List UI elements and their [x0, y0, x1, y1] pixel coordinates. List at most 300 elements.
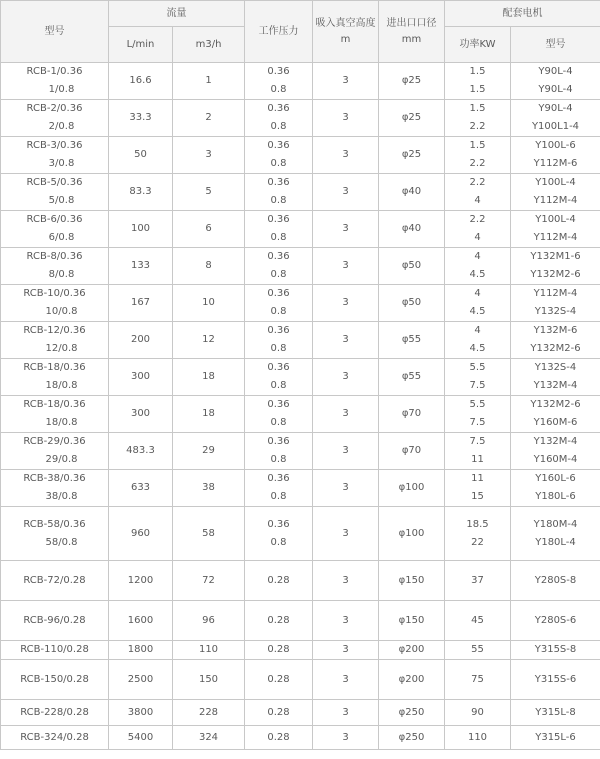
flow-lmin-cell: 1200	[109, 561, 173, 601]
suction-cell: 3	[313, 248, 379, 285]
cell-line: 5/0.8	[48, 195, 75, 206]
model-cell	[1, 137, 109, 174]
cell-line: 11	[471, 454, 484, 465]
suction-cell: 3	[313, 174, 379, 211]
suction-cell: 3	[313, 641, 379, 660]
pressure-cell	[245, 700, 313, 726]
cell-line: 10/0.8	[45, 306, 78, 317]
port-cell: φ100	[379, 507, 445, 561]
cell-line: Y112M-6	[533, 158, 578, 169]
flow-m3h-cell: 72	[173, 561, 245, 601]
cell-line: 0.8	[270, 343, 287, 354]
port-cell: φ70	[379, 396, 445, 433]
pressure-cell	[245, 137, 313, 174]
power-cell	[445, 601, 511, 641]
table-row	[1, 63, 600, 100]
pressure-cell	[245, 63, 313, 100]
cell-line: RCB-228/0.28	[20, 706, 89, 718]
cell-line: 0.36	[267, 66, 290, 77]
cell-line: RCB-110/0.28	[20, 644, 89, 655]
cell-line: 0.8	[270, 84, 287, 95]
cell-line: 5.5	[469, 399, 486, 410]
cell-line: RCB-150/0.28	[20, 673, 89, 685]
cell-line: Y132S-4	[534, 306, 577, 317]
suction-cell: 3	[313, 63, 379, 100]
power-cell	[445, 660, 511, 700]
motor-model-cell	[511, 63, 600, 100]
power-cell	[445, 174, 511, 211]
table-row	[1, 248, 600, 285]
cell-line: RCB-18/0.36	[23, 399, 86, 410]
flow-lmin-cell: 33.3	[109, 100, 173, 137]
motor-model-cell	[511, 174, 600, 211]
table-row	[1, 137, 600, 174]
flow-lmin-cell: 1600	[109, 601, 173, 641]
motor-model-cell	[511, 211, 600, 248]
port-cell: φ55	[379, 359, 445, 396]
flow-m3h-cell: 6	[173, 211, 245, 248]
table-row	[1, 285, 600, 322]
port-cell: φ25	[379, 100, 445, 137]
port-cell: φ70	[379, 433, 445, 470]
suction-cell: 3	[313, 285, 379, 322]
cell-line: 0.8	[270, 536, 287, 548]
cell-line: 18.5	[466, 518, 489, 530]
power-cell	[445, 322, 511, 359]
cell-line: 0.36	[267, 473, 290, 484]
cell-line: 0.8	[270, 380, 287, 391]
cell-line: RCB-2/0.36	[26, 103, 83, 114]
motor-model-cell	[511, 359, 600, 396]
cell-line: RCB-5/0.36	[26, 177, 83, 188]
cell-line: Y90L-4	[538, 66, 573, 77]
pressure-cell	[245, 100, 313, 137]
motor-model-cell	[511, 100, 600, 137]
model-cell	[1, 285, 109, 322]
cell-line: Y160M-4	[533, 454, 578, 465]
flow-m3h-cell: 18	[173, 359, 245, 396]
motor-model-cell	[511, 561, 600, 601]
flow-lmin-cell: 300	[109, 396, 173, 433]
flow-lmin-cell: 300	[109, 359, 173, 396]
model-cell	[1, 470, 109, 507]
port-cell: φ55	[379, 322, 445, 359]
suction-cell: 3	[313, 100, 379, 137]
cell-line: 45	[471, 614, 484, 626]
cell-line: 0.36	[267, 140, 290, 151]
suction-cell: 3	[313, 359, 379, 396]
pressure-cell	[245, 726, 313, 750]
flow-m3h-cell: 2	[173, 100, 245, 137]
port-cell: φ25	[379, 63, 445, 100]
cell-line: 0.8	[270, 121, 287, 132]
cell-line: Y132M2-6	[530, 269, 581, 280]
pressure-cell	[245, 211, 313, 248]
cell-line: RCB-10/0.36	[23, 288, 86, 299]
cell-line: 0.28	[267, 574, 290, 586]
cell-line: 7.5	[469, 417, 486, 428]
flow-lmin-cell: 3800	[109, 700, 173, 726]
port-cell: φ50	[379, 285, 445, 322]
flow-lmin-cell: 5400	[109, 726, 173, 750]
table-row	[1, 211, 600, 248]
flow-m3h-cell: 110	[173, 641, 245, 660]
port-cell: φ40	[379, 174, 445, 211]
power-cell	[445, 433, 511, 470]
cell-line: 7.5	[469, 380, 486, 391]
power-cell	[445, 248, 511, 285]
cell-line: Y180L-4	[535, 536, 576, 548]
flow-m3h-cell: 3	[173, 137, 245, 174]
cell-line: Y112M-4	[533, 288, 578, 299]
cell-line: 29/0.8	[45, 454, 78, 465]
cell-line: 3/0.8	[48, 158, 75, 169]
table-row	[1, 700, 600, 726]
cell-line: RCB-72/0.28	[23, 574, 86, 586]
cell-line: 1/0.8	[48, 84, 75, 95]
cell-line: 4	[474, 232, 481, 243]
power-cell	[445, 63, 511, 100]
pressure-cell	[245, 433, 313, 470]
cell-line: 0.28	[267, 673, 290, 685]
power-cell	[445, 137, 511, 174]
cell-line: 0.28	[267, 644, 290, 655]
port-cell: φ200	[379, 660, 445, 700]
motor-model-cell	[511, 248, 600, 285]
flow-lmin-cell: 16.6	[109, 63, 173, 100]
cell-line: 2.2	[469, 158, 486, 169]
table-row	[1, 322, 600, 359]
port-cell: φ150	[379, 561, 445, 601]
cell-line: Y112M-4	[533, 232, 578, 243]
cell-line: 4.5	[469, 343, 486, 354]
cell-line: 1.5	[469, 84, 486, 95]
cell-line: 55	[471, 644, 484, 655]
cell-line: 1.5	[469, 66, 486, 77]
motor-model-cell	[511, 507, 600, 561]
cell-line: 0.8	[270, 454, 287, 465]
cell-line: RCB-12/0.36	[23, 325, 86, 336]
flow-m3h-cell: 96	[173, 601, 245, 641]
cell-line: Y90L-4	[538, 84, 573, 95]
suction-cell: 3	[313, 433, 379, 470]
header-flow-m3h: m3/h	[173, 27, 245, 63]
cell-line: 38/0.8	[45, 491, 78, 502]
flow-lmin-cell: 133	[109, 248, 173, 285]
cell-line: 4	[474, 288, 481, 299]
port-cell: φ100	[379, 470, 445, 507]
cell-line: Y180M-4	[533, 518, 578, 530]
flow-lmin-cell: 50	[109, 137, 173, 174]
table-row	[1, 396, 600, 433]
motor-model-cell	[511, 285, 600, 322]
flow-m3h-cell: 5	[173, 174, 245, 211]
pressure-cell	[245, 322, 313, 359]
cell-line: Y132M2-6	[530, 399, 581, 410]
flow-m3h-cell: 324	[173, 726, 245, 750]
pressure-cell	[245, 561, 313, 601]
suction-cell: 3	[313, 137, 379, 174]
cell-line: 1.5	[469, 140, 486, 151]
cell-line: 4	[474, 251, 481, 262]
cell-line: 11	[471, 473, 484, 484]
pressure-cell	[245, 359, 313, 396]
cell-line: Y280S-6	[534, 614, 577, 626]
cell-line: 37	[471, 574, 484, 586]
port-cell: φ250	[379, 726, 445, 750]
suction-cell: 3	[313, 470, 379, 507]
model-cell	[1, 396, 109, 433]
suction-cell: 3	[313, 660, 379, 700]
model-cell	[1, 100, 109, 137]
power-cell	[445, 396, 511, 433]
cell-line: 0.8	[270, 195, 287, 206]
header-power: 功率KW	[445, 27, 511, 63]
cell-line: 15	[471, 491, 484, 502]
model-cell	[1, 359, 109, 396]
cell-line: Y132M2-6	[530, 343, 581, 354]
cell-line: Y315L-6	[535, 731, 576, 743]
cell-line: RCB-38/0.36	[23, 473, 86, 484]
cell-line: 6/0.8	[48, 232, 75, 243]
power-cell	[445, 285, 511, 322]
cell-line: 0.8	[270, 158, 287, 169]
header-port: 进出口口径mm	[379, 1, 445, 63]
table-row	[1, 433, 600, 470]
flow-lmin-cell: 100	[109, 211, 173, 248]
power-cell	[445, 100, 511, 137]
cell-line: 18/0.8	[45, 380, 78, 391]
pressure-cell	[245, 641, 313, 660]
table-row	[1, 100, 600, 137]
cell-line: 4	[474, 195, 481, 206]
power-cell	[445, 561, 511, 601]
flow-m3h-cell: 18	[173, 396, 245, 433]
cell-line: 0.8	[270, 417, 287, 428]
cell-line: 2.2	[469, 177, 486, 188]
cell-line: RCB-324/0.28	[20, 731, 89, 743]
suction-cell: 3	[313, 561, 379, 601]
flow-m3h-cell: 1	[173, 63, 245, 100]
header-motor: 配套电机	[445, 1, 600, 27]
cell-line: Y315L-8	[535, 706, 576, 718]
motor-model-cell	[511, 322, 600, 359]
cell-line: 0.36	[267, 177, 290, 188]
cell-line: 8/0.8	[48, 269, 75, 280]
suction-cell: 3	[313, 322, 379, 359]
model-cell	[1, 322, 109, 359]
port-cell: φ250	[379, 700, 445, 726]
flow-lmin-cell: 633	[109, 470, 173, 507]
cell-line: Y112M-4	[533, 195, 578, 206]
model-cell	[1, 660, 109, 700]
table-row	[1, 660, 600, 700]
flow-lmin-cell: 2500	[109, 660, 173, 700]
cell-line: 12/0.8	[45, 343, 78, 354]
cell-line: Y132M-6	[533, 325, 578, 336]
flow-lmin-cell: 200	[109, 322, 173, 359]
flow-lmin-cell: 483.3	[109, 433, 173, 470]
table-row	[1, 359, 600, 396]
cell-line: 0.36	[267, 251, 290, 262]
port-cell: φ50	[379, 248, 445, 285]
cell-line: Y100L-4	[535, 177, 576, 188]
table-row	[1, 601, 600, 641]
flow-lmin-cell: 167	[109, 285, 173, 322]
flow-m3h-cell: 29	[173, 433, 245, 470]
pressure-cell	[245, 396, 313, 433]
cell-line: Y315S-8	[534, 644, 577, 655]
cell-line: 0.28	[267, 706, 290, 718]
flow-m3h-cell: 10	[173, 285, 245, 322]
flow-m3h-cell: 12	[173, 322, 245, 359]
cell-line: 58/0.8	[45, 536, 78, 548]
cell-line: 0.8	[270, 232, 287, 243]
port-cell: φ25	[379, 137, 445, 174]
model-cell	[1, 641, 109, 660]
power-cell	[445, 700, 511, 726]
model-cell	[1, 174, 109, 211]
cell-line: 5.5	[469, 362, 486, 373]
power-cell	[445, 470, 511, 507]
cell-line: Y100L1-4	[531, 121, 580, 132]
cell-line: 0.36	[267, 214, 290, 225]
cell-line: 0.8	[270, 269, 287, 280]
cell-line: RCB-18/0.36	[23, 362, 86, 373]
table-row	[1, 561, 600, 601]
cell-line: RCB-96/0.28	[23, 614, 86, 626]
motor-model-cell	[511, 433, 600, 470]
suction-cell: 3	[313, 726, 379, 750]
pressure-cell	[245, 174, 313, 211]
cell-line: 2.2	[469, 214, 486, 225]
cell-line: Y280S-8	[534, 574, 577, 586]
cell-line: 75	[471, 673, 484, 685]
cell-line: RCB-29/0.36	[23, 436, 86, 447]
cell-line: RCB-8/0.36	[26, 251, 83, 262]
cell-line: 0.36	[267, 103, 290, 114]
cell-line: 4	[474, 325, 481, 336]
flow-m3h-cell: 150	[173, 660, 245, 700]
cell-line: Y160L-6	[535, 473, 576, 484]
power-cell	[445, 726, 511, 750]
cell-line: 0.36	[267, 518, 290, 530]
cell-line: 7.5	[469, 436, 486, 447]
header-pressure: 工作压力	[245, 1, 313, 63]
motor-model-cell	[511, 726, 600, 750]
cell-line: 4.5	[469, 306, 486, 317]
model-cell	[1, 601, 109, 641]
port-cell: φ40	[379, 211, 445, 248]
cell-line: Y315S-6	[534, 673, 577, 685]
cell-line: RCB-58/0.36	[23, 518, 86, 530]
model-cell	[1, 561, 109, 601]
cell-line: 1.5	[469, 103, 486, 114]
cell-line: 18/0.8	[45, 417, 78, 428]
cell-line: Y160M-6	[533, 417, 578, 428]
flow-lmin-cell: 83.3	[109, 174, 173, 211]
flow-lmin-cell: 1800	[109, 641, 173, 660]
motor-model-cell	[511, 137, 600, 174]
pressure-cell	[245, 507, 313, 561]
flow-m3h-cell: 58	[173, 507, 245, 561]
cell-line: Y100L-6	[535, 140, 576, 151]
motor-model-cell	[511, 660, 600, 700]
port-cell: φ200	[379, 641, 445, 660]
cell-line: 2/0.8	[48, 121, 75, 132]
cell-line: 0.8	[270, 491, 287, 502]
cell-line: 4.5	[469, 269, 486, 280]
suction-cell: 3	[313, 601, 379, 641]
pressure-cell	[245, 470, 313, 507]
cell-line: Y90L-4	[538, 103, 573, 114]
cell-line: Y132S-4	[534, 362, 577, 373]
pressure-cell	[245, 601, 313, 641]
cell-line: 90	[471, 706, 484, 718]
motor-model-cell	[511, 470, 600, 507]
model-cell	[1, 433, 109, 470]
motor-model-cell	[511, 700, 600, 726]
cell-line: 0.28	[267, 614, 290, 626]
pressure-cell	[245, 660, 313, 700]
table-row	[1, 174, 600, 211]
cell-line: 0.36	[267, 362, 290, 373]
cell-line: Y132M1-6	[530, 251, 581, 262]
pressure-cell	[245, 248, 313, 285]
cell-line: RCB-1/0.36	[26, 66, 83, 77]
model-cell	[1, 700, 109, 726]
table-row	[1, 507, 600, 561]
motor-model-cell	[511, 641, 600, 660]
suction-cell: 3	[313, 396, 379, 433]
model-cell	[1, 211, 109, 248]
model-cell	[1, 248, 109, 285]
cell-line: Y180L-6	[535, 491, 576, 502]
suction-cell: 3	[313, 211, 379, 248]
cell-line: 22	[471, 536, 484, 548]
cell-line: Y132M-4	[533, 436, 578, 447]
cell-line: 0.36	[267, 325, 290, 336]
model-cell	[1, 63, 109, 100]
header-flow-lmin: L/min	[109, 27, 173, 63]
model-cell	[1, 507, 109, 561]
suction-cell: 3	[313, 700, 379, 726]
cell-line: RCB-6/0.36	[26, 214, 83, 225]
cell-line: 110	[467, 731, 488, 743]
model-cell	[1, 726, 109, 750]
cell-line: Y132M-4	[533, 380, 578, 391]
power-cell	[445, 359, 511, 396]
table-row	[1, 470, 600, 507]
cell-line: 2.2	[469, 121, 486, 132]
table-row	[1, 641, 600, 660]
header-motor-model: 型号	[511, 27, 600, 63]
power-cell	[445, 641, 511, 660]
cell-line: 0.36	[267, 436, 290, 447]
cell-line: 0.8	[270, 306, 287, 317]
cell-line: 0.36	[267, 288, 290, 299]
cell-line: 0.36	[267, 399, 290, 410]
motor-model-cell	[511, 396, 600, 433]
table-row	[1, 726, 600, 750]
suction-cell: 3	[313, 507, 379, 561]
cell-line: RCB-3/0.36	[26, 140, 83, 151]
flow-lmin-cell: 960	[109, 507, 173, 561]
pressure-cell	[245, 285, 313, 322]
flow-m3h-cell: 38	[173, 470, 245, 507]
cell-line: 0.28	[267, 731, 290, 743]
cell-line: Y100L-4	[535, 214, 576, 225]
